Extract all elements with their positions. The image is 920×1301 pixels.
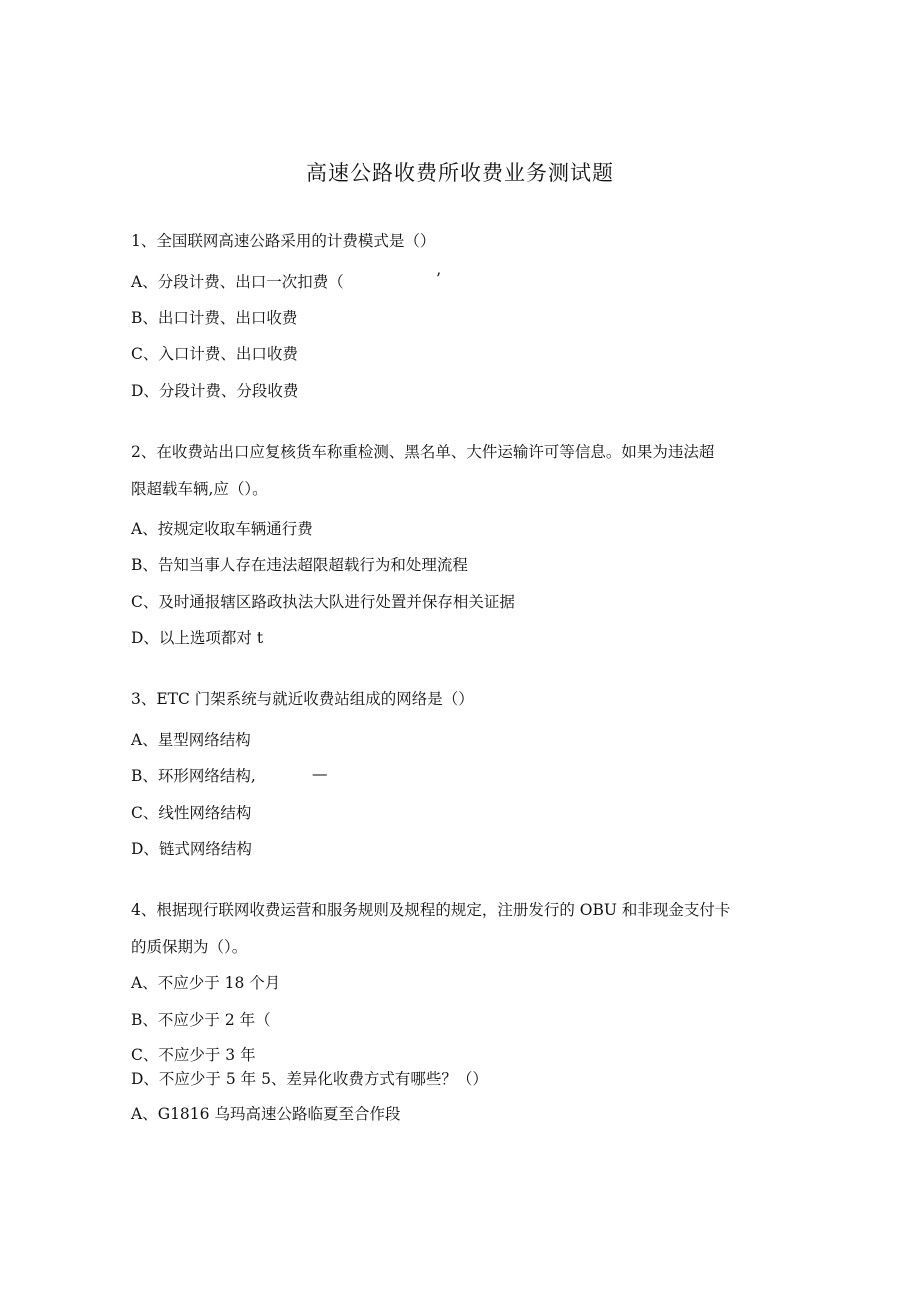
question-2-option-d: D、以上选项都对 t [131, 629, 264, 647]
question-3-option-c: C、线性网络结构 [131, 804, 252, 822]
question-4-option-b: B、不应少于 2 年（ [131, 1011, 271, 1029]
question-4-option-a: A、不应少于 18 个月 [131, 974, 281, 992]
question-1-option-d: D、分段计费、分段收费 [131, 382, 299, 400]
question-3-stem: 3、ETC 门架系统与就近收费站组成的网络是（） [131, 690, 474, 708]
question-2-stem-line-2: 限超载车辆,应（）。 [131, 480, 268, 498]
question-3-option-a: A、星型网络结构 [131, 731, 251, 749]
question-1-stem: 1、全国联网高速公路采用的计费模式是（） [131, 232, 436, 250]
page-title: 高速公路收费所收费业务测试题 [306, 161, 614, 185]
question-4-stem-line-1: 4、根据现行联网收费运营和服务规则及规程的规定，注册发行的 OBU 和非现金支付卡 [131, 901, 731, 919]
question-1-option-a: A、分段计费、出口一次扣费（ [131, 273, 344, 291]
question-1-option-b: B、出口计费、出口收费 [131, 309, 298, 327]
question-2-option-a: A、按规定收取车辆通行费 [131, 520, 313, 538]
stray-mark: ’ [436, 270, 441, 288]
question-4-stem-line-2: 的质保期为（）。 [131, 938, 248, 956]
question-2-option-c: C、及时通报辖区路政执法大队进行处置并保存相关证据 [131, 593, 515, 611]
question-4-option-c: C、不应少于 3 年 [131, 1046, 256, 1064]
question-2-stem-line-1: 2、在收费站出口应复核货车称重检测、黑名单、大件运输许可等信息。如果为违法超 [131, 443, 715, 461]
question-5-option-a: A、G1816 乌玛高速公路临夏至合作段 [131, 1105, 401, 1123]
question-3-option-b: B、环形网络结构, [131, 767, 256, 785]
question-4-option-d: D、不应少于 5 年 5、差异化收费方式有哪些？（） [131, 1070, 488, 1088]
question-3-option-d: D、链式网络结构 [131, 840, 252, 858]
stray-dash: — [312, 765, 328, 783]
question-1-option-c: C、入口计费、出口收费 [131, 345, 298, 363]
question-2-option-b: B、告知当事人存在违法超限超载行为和处理流程 [131, 556, 468, 574]
